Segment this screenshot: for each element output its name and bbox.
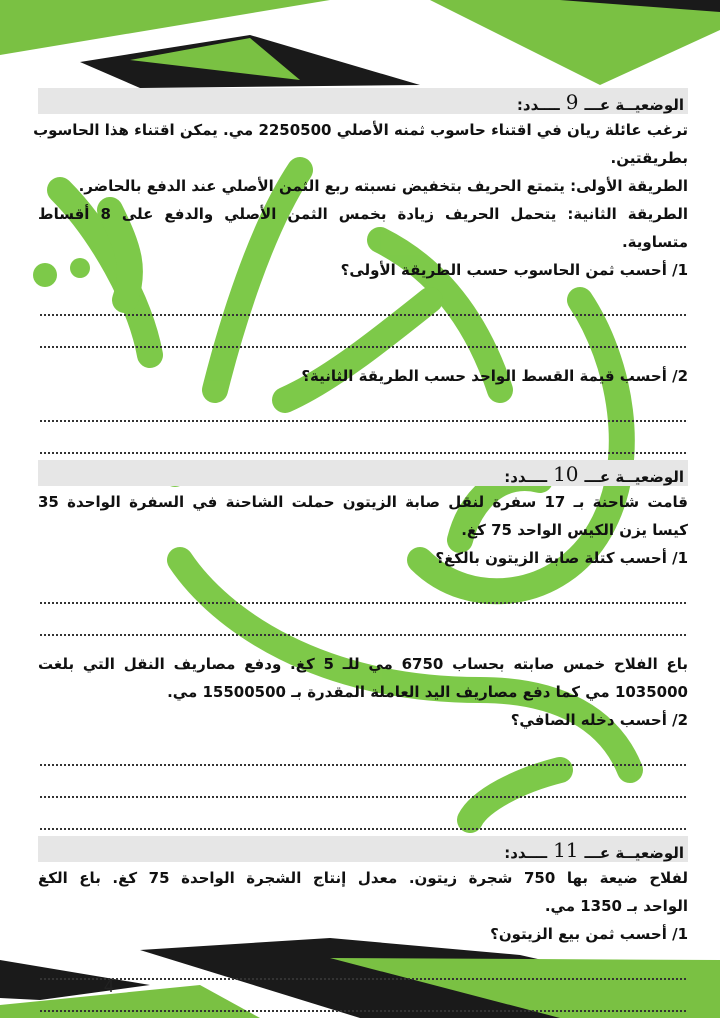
situation-10-text-2: كيسا يزن الكيس الواحد 75 كغ. <box>461 521 688 539</box>
answer-line[interactable] <box>40 798 686 830</box>
answer-line[interactable] <box>40 604 686 636</box>
situation-11-question-1: 1/ أحسب ثمن بيع الزيتون؟ <box>490 925 688 943</box>
situation-10-question-2: 2/ أحسب دخله الصافي؟ <box>510 711 688 729</box>
situation-10-question-1: 1/ أحسب كتلة صابة الزيتون بالكغ؟ <box>435 549 688 567</box>
page-number: 4 <box>104 976 115 996</box>
top-right-green <box>430 0 720 85</box>
worksheet-content <box>33 88 688 1012</box>
situation-number: 10 <box>553 462 579 486</box>
answer-line[interactable] <box>40 390 686 422</box>
situation-10-text-3: باع الفلاح خمس صابته بحساب 6750 مي للـ 5 كغ. ودفع مصاريف النقل التي بلغت <box>38 655 688 673</box>
situation-9-text-1: ترغب عائلة ريان في اقتناء حاسوب ثمنه الأصلي 2250500 مي. يمكن اقتناء هذا الحاسوب <box>33 121 688 139</box>
answer-line[interactable] <box>40 316 686 348</box>
answer-line[interactable] <box>40 284 686 316</box>
situation-9-text-3: الطريقة الأولى: يتمتع الحريف بتخفيض نسبته ربع الثمن الأصلي عند الدفع بالحاضر. <box>78 177 688 195</box>
situation-9-question-1: 1/ أحسب ثمن الحاسوب حسب الطريقة الأولى؟ <box>340 261 688 279</box>
answer-line[interactable] <box>40 980 686 1012</box>
situation-9-text-2: بطريقتين. <box>610 149 688 167</box>
situation-10-text-1: قامت شاحنة بـ 17 سفرة لنقل صابة الزيتون حملت الشاحنة في السفرة الواحدة 35 <box>38 493 688 511</box>
answer-line[interactable] <box>40 766 686 798</box>
situation-10-title: الوضعيــة عـــ 10 ــــدد: <box>38 460 688 486</box>
answer-line[interactable] <box>40 572 686 604</box>
situation-11-title: الوضعيــة عـــ 11 ــــدد: <box>38 836 688 862</box>
situation-number: 9 <box>565 90 579 114</box>
situation-9-title: الوضعيــة عـــ 9 ــــدد: <box>38 88 688 114</box>
situation-9-text-5: متساوية. <box>621 233 688 251</box>
situation-11-text-2: الواحد بـ 1350 مي. <box>544 897 688 915</box>
answer-line[interactable] <box>40 948 686 980</box>
situation-10-text-4: 1035000 مي كما دفع مصاريف اليد العاملة المقدرة بـ 15500500 مي. <box>167 683 688 701</box>
situation-9-text-4: الطريقة الثانية: يتحمل الحريف زيادة بخمس الثمن الأصلي والدفع على 8 أقساط <box>38 205 688 223</box>
situation-number: 11 <box>553 838 579 862</box>
situation-11-text-1: لفلاح ضيعة بها 750 شجرة زيتون. معدل إنتاج الشجرة الواحدة 75 كغ. باع الكغ <box>38 869 688 887</box>
answer-line[interactable] <box>40 422 686 454</box>
answer-line[interactable] <box>40 734 686 766</box>
situation-9-question-2: 2/ أحسب قيمة القسط الواحد حسب الطريقة الثانية؟ <box>301 367 688 385</box>
